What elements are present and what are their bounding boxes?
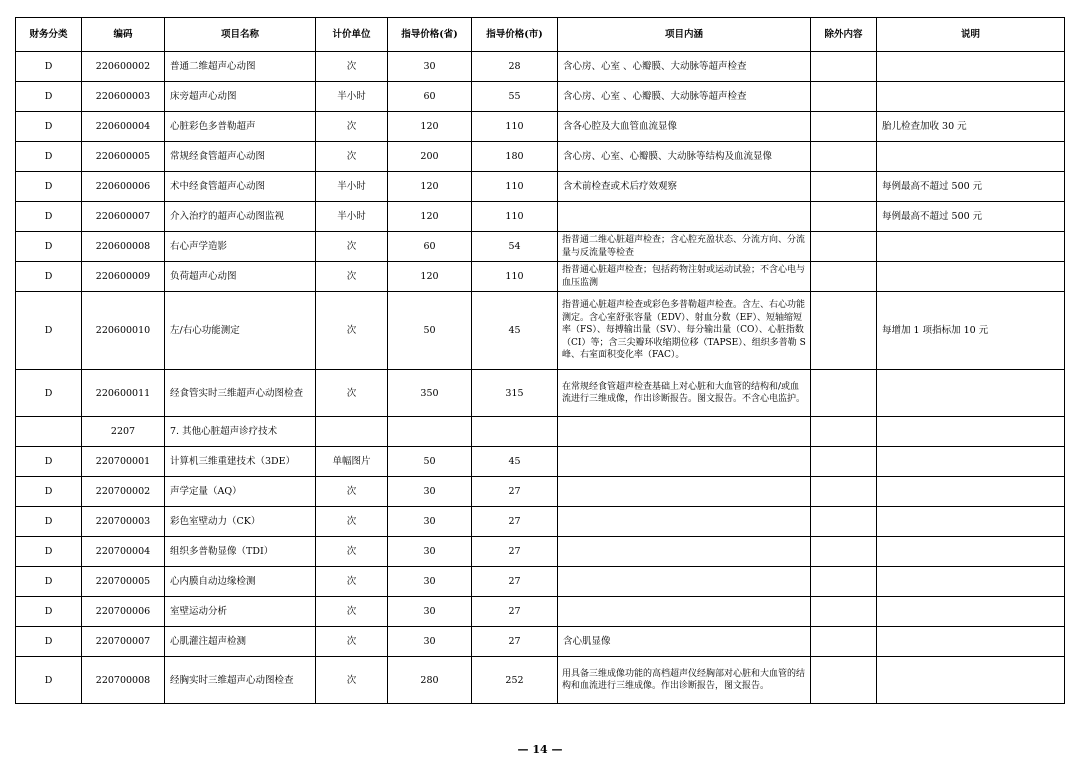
table-row bbox=[16, 232, 1065, 262]
unit-cell: 次 bbox=[316, 537, 388, 567]
price-city-cell: 45 bbox=[472, 447, 558, 477]
code-cell: 220600009 bbox=[82, 262, 165, 292]
code-cell: 220600006 bbox=[82, 172, 165, 202]
price-city-cell: 110 bbox=[472, 202, 558, 232]
category-cell: D bbox=[16, 232, 82, 262]
price-city-cell: 27 bbox=[472, 537, 558, 567]
unit-cell: 次 bbox=[316, 597, 388, 627]
notes-cell bbox=[877, 142, 1065, 172]
item-name-cell: 经食管实时三维超声心动图检查 bbox=[165, 370, 316, 417]
unit-cell: 次 bbox=[316, 262, 388, 292]
category-cell: D bbox=[16, 202, 82, 232]
item-name-cell: 7. 其他心脏超声诊疗技术 bbox=[165, 417, 316, 447]
category-cell: D bbox=[16, 537, 82, 567]
category-cell: D bbox=[16, 627, 82, 657]
unit-cell: 次 bbox=[316, 52, 388, 82]
table-row bbox=[16, 292, 1065, 370]
description-cell bbox=[558, 477, 811, 507]
price-city-cell: 27 bbox=[472, 567, 558, 597]
exclusions-cell bbox=[811, 82, 877, 112]
item-name-cell: 声学定量（AQ） bbox=[165, 477, 316, 507]
unit-cell: 半小时 bbox=[316, 202, 388, 232]
category-cell: D bbox=[16, 657, 82, 704]
table-row bbox=[16, 627, 1065, 657]
notes-cell bbox=[877, 507, 1065, 537]
price-city-cell: 27 bbox=[472, 477, 558, 507]
price-province-cell: 60 bbox=[388, 232, 472, 262]
category-cell: D bbox=[16, 567, 82, 597]
notes-cell bbox=[877, 232, 1065, 262]
category-cell: D bbox=[16, 292, 82, 370]
price-province-cell: 50 bbox=[388, 447, 472, 477]
category-cell: D bbox=[16, 142, 82, 172]
description-cell bbox=[558, 597, 811, 627]
item-name-cell: 室壁运动分析 bbox=[165, 597, 316, 627]
exclusions-cell bbox=[811, 52, 877, 82]
price-province-cell: 280 bbox=[388, 657, 472, 704]
category-cell: D bbox=[16, 477, 82, 507]
unit-cell: 次 bbox=[316, 657, 388, 704]
price-province-cell: 30 bbox=[388, 567, 472, 597]
price-city-cell: 27 bbox=[472, 507, 558, 537]
unit-cell: 次 bbox=[316, 477, 388, 507]
description-cell: 指普通心脏超声检查；包括药物注射或运动试验；不含心电与血压监测 bbox=[558, 262, 811, 292]
description-cell bbox=[558, 507, 811, 537]
description-cell bbox=[558, 447, 811, 477]
description-cell: 含术前检查或术后疗效观察 bbox=[558, 172, 811, 202]
exclusions-cell bbox=[811, 597, 877, 627]
item-name-cell: 心脏彩色多普勒超声 bbox=[165, 112, 316, 142]
price-city-cell: 55 bbox=[472, 82, 558, 112]
description-cell: 用具备三维成像功能的高档超声仪经胸部对心脏和大血管的结构和血流进行三维成像。作出诊断报告，图文报告。 bbox=[558, 657, 811, 704]
category-cell: D bbox=[16, 597, 82, 627]
price-province-cell: 30 bbox=[388, 477, 472, 507]
item-name-cell: 术中经食管超声心动图 bbox=[165, 172, 316, 202]
header-category: 财务分类 bbox=[16, 18, 82, 52]
code-cell: 220600005 bbox=[82, 142, 165, 172]
exclusions-cell bbox=[811, 627, 877, 657]
item-name-cell: 床旁超声心动图 bbox=[165, 82, 316, 112]
table-row bbox=[16, 597, 1065, 627]
price-province-cell: 120 bbox=[388, 262, 472, 292]
item-name-cell: 右心声学造影 bbox=[165, 232, 316, 262]
code-cell: 220600010 bbox=[82, 292, 165, 370]
notes-cell bbox=[877, 597, 1065, 627]
exclusions-cell bbox=[811, 142, 877, 172]
notes-cell bbox=[877, 417, 1065, 447]
exclusions-cell bbox=[811, 447, 877, 477]
header-code: 编码 bbox=[82, 18, 165, 52]
price-province-cell: 50 bbox=[388, 292, 472, 370]
table-row bbox=[16, 172, 1065, 202]
description-cell bbox=[558, 537, 811, 567]
notes-cell bbox=[877, 627, 1065, 657]
table-row bbox=[16, 112, 1065, 142]
code-cell: 220600007 bbox=[82, 202, 165, 232]
price-city-cell: 110 bbox=[472, 262, 558, 292]
price-city-cell: 28 bbox=[472, 52, 558, 82]
description-cell: 含心肌显像 bbox=[558, 627, 811, 657]
code-cell: 2207 bbox=[82, 417, 165, 447]
unit-cell: 单幅图片 bbox=[316, 447, 388, 477]
header-notes: 说明 bbox=[877, 18, 1065, 52]
item-name-cell: 负荷超声心动图 bbox=[165, 262, 316, 292]
header-description: 项目内涵 bbox=[558, 18, 811, 52]
unit-cell: 次 bbox=[316, 567, 388, 597]
table-row bbox=[16, 262, 1065, 292]
code-cell: 220600011 bbox=[82, 370, 165, 417]
code-cell: 220700007 bbox=[82, 627, 165, 657]
price-city-cell: 315 bbox=[472, 370, 558, 417]
price-province-cell bbox=[388, 417, 472, 447]
item-name-cell: 常规经食管超声心动图 bbox=[165, 142, 316, 172]
exclusions-cell bbox=[811, 112, 877, 142]
table-row bbox=[16, 202, 1065, 232]
unit-cell: 次 bbox=[316, 112, 388, 142]
price-city-cell: 54 bbox=[472, 232, 558, 262]
header-unit: 计价单位 bbox=[316, 18, 388, 52]
category-cell: D bbox=[16, 82, 82, 112]
header-row bbox=[16, 18, 1065, 52]
price-province-cell: 350 bbox=[388, 370, 472, 417]
notes-cell bbox=[877, 82, 1065, 112]
price-city-cell: 252 bbox=[472, 657, 558, 704]
notes-cell bbox=[877, 447, 1065, 477]
category-cell bbox=[16, 417, 82, 447]
header-item-name: 项目名称 bbox=[165, 18, 316, 52]
notes-cell bbox=[877, 262, 1065, 292]
price-table bbox=[15, 17, 1065, 704]
exclusions-cell bbox=[811, 417, 877, 447]
notes-cell bbox=[877, 567, 1065, 597]
table-row bbox=[16, 537, 1065, 567]
exclusions-cell bbox=[811, 657, 877, 704]
description-cell: 含心房、心室 、心瓣膜、大动脉等超声检查 bbox=[558, 52, 811, 82]
code-cell: 220700002 bbox=[82, 477, 165, 507]
category-cell: D bbox=[16, 370, 82, 417]
code-cell: 220600004 bbox=[82, 112, 165, 142]
description-cell: 含心房、心室 、心瓣膜、大动脉等超声检查 bbox=[558, 82, 811, 112]
category-cell: D bbox=[16, 52, 82, 82]
exclusions-cell bbox=[811, 370, 877, 417]
description-cell bbox=[558, 567, 811, 597]
price-province-cell: 200 bbox=[388, 142, 472, 172]
exclusions-cell bbox=[811, 477, 877, 507]
price-province-cell: 30 bbox=[388, 597, 472, 627]
table-row bbox=[16, 370, 1065, 417]
category-cell: D bbox=[16, 507, 82, 537]
code-cell: 220700008 bbox=[82, 657, 165, 704]
description-cell: 指普通二维心脏超声检查；含心腔充盈状态、分流方向、分流量与反流量等检查 bbox=[558, 232, 811, 262]
notes-cell bbox=[877, 657, 1065, 704]
description-cell: 含心房、心室、心瓣膜、大动脉等结构及血流显像 bbox=[558, 142, 811, 172]
unit-cell bbox=[316, 417, 388, 447]
table-row bbox=[16, 657, 1065, 704]
price-province-cell: 120 bbox=[388, 172, 472, 202]
item-name-cell: 组织多普勒显像（TDI） bbox=[165, 537, 316, 567]
exclusions-cell bbox=[811, 172, 877, 202]
exclusions-cell bbox=[811, 537, 877, 567]
notes-cell: 每例最高不超过 500 元 bbox=[877, 172, 1065, 202]
notes-cell: 每例最高不超过 500 元 bbox=[877, 202, 1065, 232]
price-city-cell: 180 bbox=[472, 142, 558, 172]
item-name-cell: 彩色室壁动力（CK） bbox=[165, 507, 316, 537]
category-cell: D bbox=[16, 447, 82, 477]
item-name-cell: 左/右心功能测定 bbox=[165, 292, 316, 370]
notes-cell: 每增加 1 项指标加 10 元 bbox=[877, 292, 1065, 370]
exclusions-cell bbox=[811, 262, 877, 292]
table-row bbox=[16, 567, 1065, 597]
table-row bbox=[16, 477, 1065, 507]
table-row bbox=[16, 82, 1065, 112]
item-name-cell: 心肌灌注超声检测 bbox=[165, 627, 316, 657]
item-name-cell: 经胸实时三维超声心动图检查 bbox=[165, 657, 316, 704]
item-name-cell: 心内膜自动边缘检测 bbox=[165, 567, 316, 597]
code-cell: 220600003 bbox=[82, 82, 165, 112]
description-cell bbox=[558, 417, 811, 447]
item-name-cell: 介入治疗的超声心动图监视 bbox=[165, 202, 316, 232]
price-province-cell: 120 bbox=[388, 112, 472, 142]
category-cell: D bbox=[16, 172, 82, 202]
price-city-cell: 27 bbox=[472, 597, 558, 627]
exclusions-cell bbox=[811, 292, 877, 370]
description-cell: 在常规经食管超声检查基础上对心脏和大血管的结构和/或血流进行三维成像，作出诊断报告。图文报告。不含心电监护。 bbox=[558, 370, 811, 417]
price-city-cell: 27 bbox=[472, 627, 558, 657]
table-row bbox=[16, 447, 1065, 477]
notes-cell: 胎儿检查加收 30 元 bbox=[877, 112, 1065, 142]
price-province-cell: 30 bbox=[388, 52, 472, 82]
description-cell: 含各心腔及大血管血流显像 bbox=[558, 112, 811, 142]
exclusions-cell bbox=[811, 567, 877, 597]
code-cell: 220600002 bbox=[82, 52, 165, 82]
exclusions-cell bbox=[811, 232, 877, 262]
price-city-cell: 45 bbox=[472, 292, 558, 370]
code-cell: 220700001 bbox=[82, 447, 165, 477]
unit-cell: 半小时 bbox=[316, 172, 388, 202]
notes-cell bbox=[877, 370, 1065, 417]
unit-cell: 半小时 bbox=[316, 82, 388, 112]
code-cell: 220600008 bbox=[82, 232, 165, 262]
price-city-cell bbox=[472, 417, 558, 447]
price-province-cell: 30 bbox=[388, 507, 472, 537]
code-cell: 220700006 bbox=[82, 597, 165, 627]
price-city-cell: 110 bbox=[472, 112, 558, 142]
unit-cell: 次 bbox=[316, 370, 388, 417]
table-row bbox=[16, 417, 1065, 447]
price-province-cell: 30 bbox=[388, 537, 472, 567]
notes-cell bbox=[877, 537, 1065, 567]
exclusions-cell bbox=[811, 507, 877, 537]
description-cell: 指普通心脏超声检查或彩色多普勒超声检查。含左、右心功能测定。含心室舒张容量（EDV）、射血分数（EF）、短轴缩短率（FS）、每搏输出量（SV）、每分输出量（CO）、心脏指数（CI）等；含三尖瓣环收缩期位移（TAPSE）、组织多普勒 S 峰、右室面积变化率（FAC）。 bbox=[558, 292, 811, 370]
table-row bbox=[16, 52, 1065, 82]
code-cell: 220700003 bbox=[82, 507, 165, 537]
header-price-city: 指导价格(市) bbox=[472, 18, 558, 52]
table-row bbox=[16, 142, 1065, 172]
price-province-cell: 120 bbox=[388, 202, 472, 232]
header-exclusions: 除外内容 bbox=[811, 18, 877, 52]
description-cell bbox=[558, 202, 811, 232]
price-province-cell: 60 bbox=[388, 82, 472, 112]
table-row bbox=[16, 507, 1065, 537]
notes-cell bbox=[877, 52, 1065, 82]
price-province-cell: 30 bbox=[388, 627, 472, 657]
item-name-cell: 计算机三维重建技术（3DE） bbox=[165, 447, 316, 477]
notes-cell bbox=[877, 477, 1065, 507]
page-number: — 14 — bbox=[517, 743, 563, 756]
unit-cell: 次 bbox=[316, 507, 388, 537]
unit-cell: 次 bbox=[316, 292, 388, 370]
price-city-cell: 110 bbox=[472, 172, 558, 202]
code-cell: 220700005 bbox=[82, 567, 165, 597]
unit-cell: 次 bbox=[316, 142, 388, 172]
unit-cell: 次 bbox=[316, 232, 388, 262]
code-cell: 220700004 bbox=[82, 537, 165, 567]
category-cell: D bbox=[16, 112, 82, 142]
unit-cell: 次 bbox=[316, 627, 388, 657]
category-cell: D bbox=[16, 262, 82, 292]
header-price-province: 指导价格(省) bbox=[388, 18, 472, 52]
item-name-cell: 普通二维超声心动图 bbox=[165, 52, 316, 82]
exclusions-cell bbox=[811, 202, 877, 232]
